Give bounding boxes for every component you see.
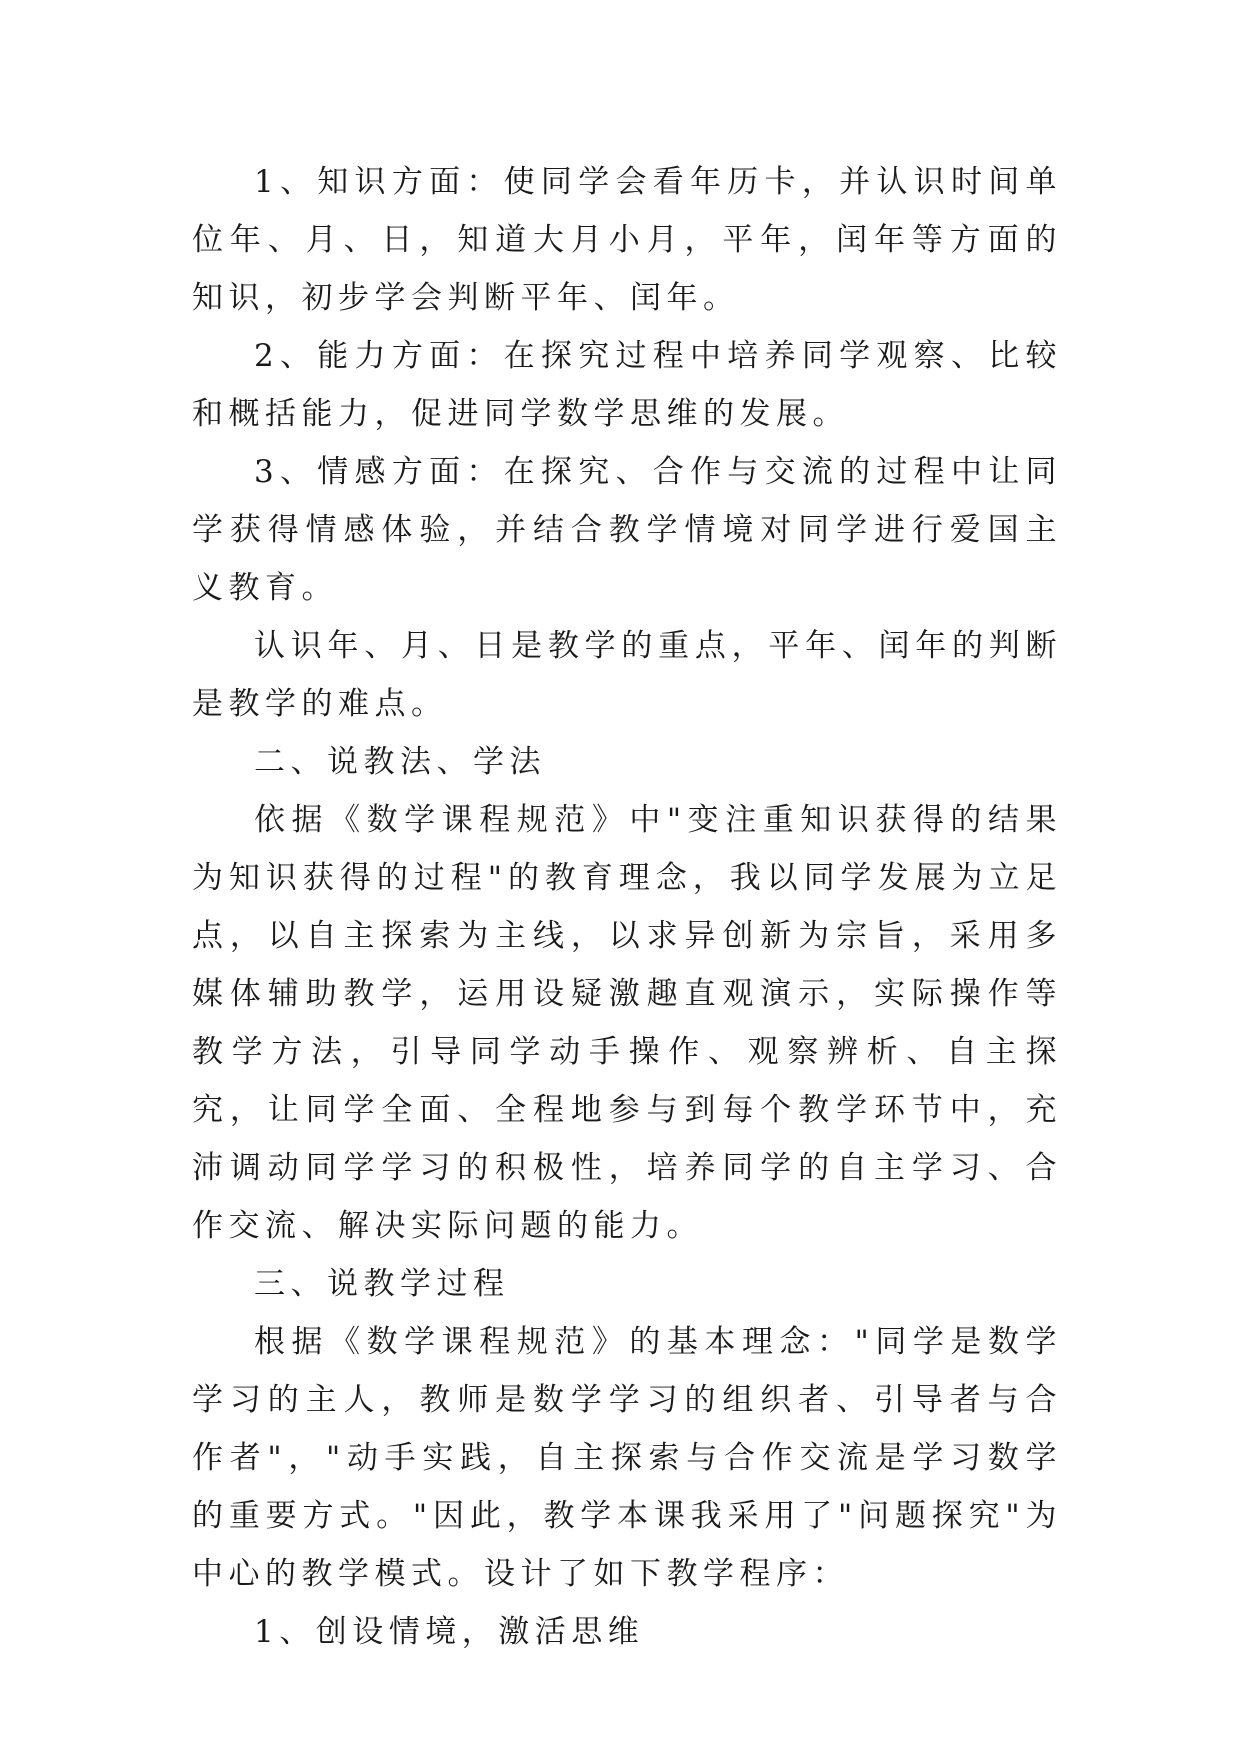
section-heading-process: 三、说教学过程 xyxy=(254,1266,510,1302)
paragraph-methods: 依据《数学课程规范》中"变注重知识获得的结果为知识获得的过程"的教育理念，我以同学发展为立足点，以自主探索为主线，以求异创新为宗旨，采用多媒体辅助教学，运用设疑激趣直观演示，实际操作等教学方法，引导同学动手操作、观察辨析、自主探究，让同学全面、全程地参与到每个教学环节中，充沛调动同学学习的积极性，培养同学的自主学习、合作交流、解决实际问题的能力。 xyxy=(192,802,1062,1244)
paragraph-knowledge-goal: 1、知识方面：使同学会看年历卡，并认识时间单位年、月、日，知道大月小月，平年，闰年等方面的知识，初步学会判断平年、闰年。 xyxy=(192,164,1062,316)
section-heading-methods: 二、说教法、学法 xyxy=(254,744,546,780)
document-body xyxy=(192,153,1062,1661)
paragraph-ability-goal: 2、能力方面：在探究过程中培养同学观察、比较和概括能力，促进同学数学思维的发展。 xyxy=(192,338,1062,432)
paragraph-key-difficult-points: 认识年、月、日是教学的重点，平年、闰年的判断是教学的难点。 xyxy=(192,628,1062,722)
paragraph-process: 根据《数学课程规范》的基本理念："同学是数学学习的主人，教师是数学学习的组织者、引导者与合作者"，"动手实践，自主探索与合作交流是学习数学的重要方式。"因此，教学本课我采用了"问题探究"为中心的教学模式。设计了如下教学程序： xyxy=(192,1324,1062,1592)
paragraph-emotion-goal: 3、情感方面：在探究、合作与交流的过程中让同学获得情感体验，并结合教学情境对同学进行爱国主义教育。 xyxy=(192,454,1062,606)
paragraph-step-1: 1、创设情境，激活思维 xyxy=(254,1614,645,1650)
